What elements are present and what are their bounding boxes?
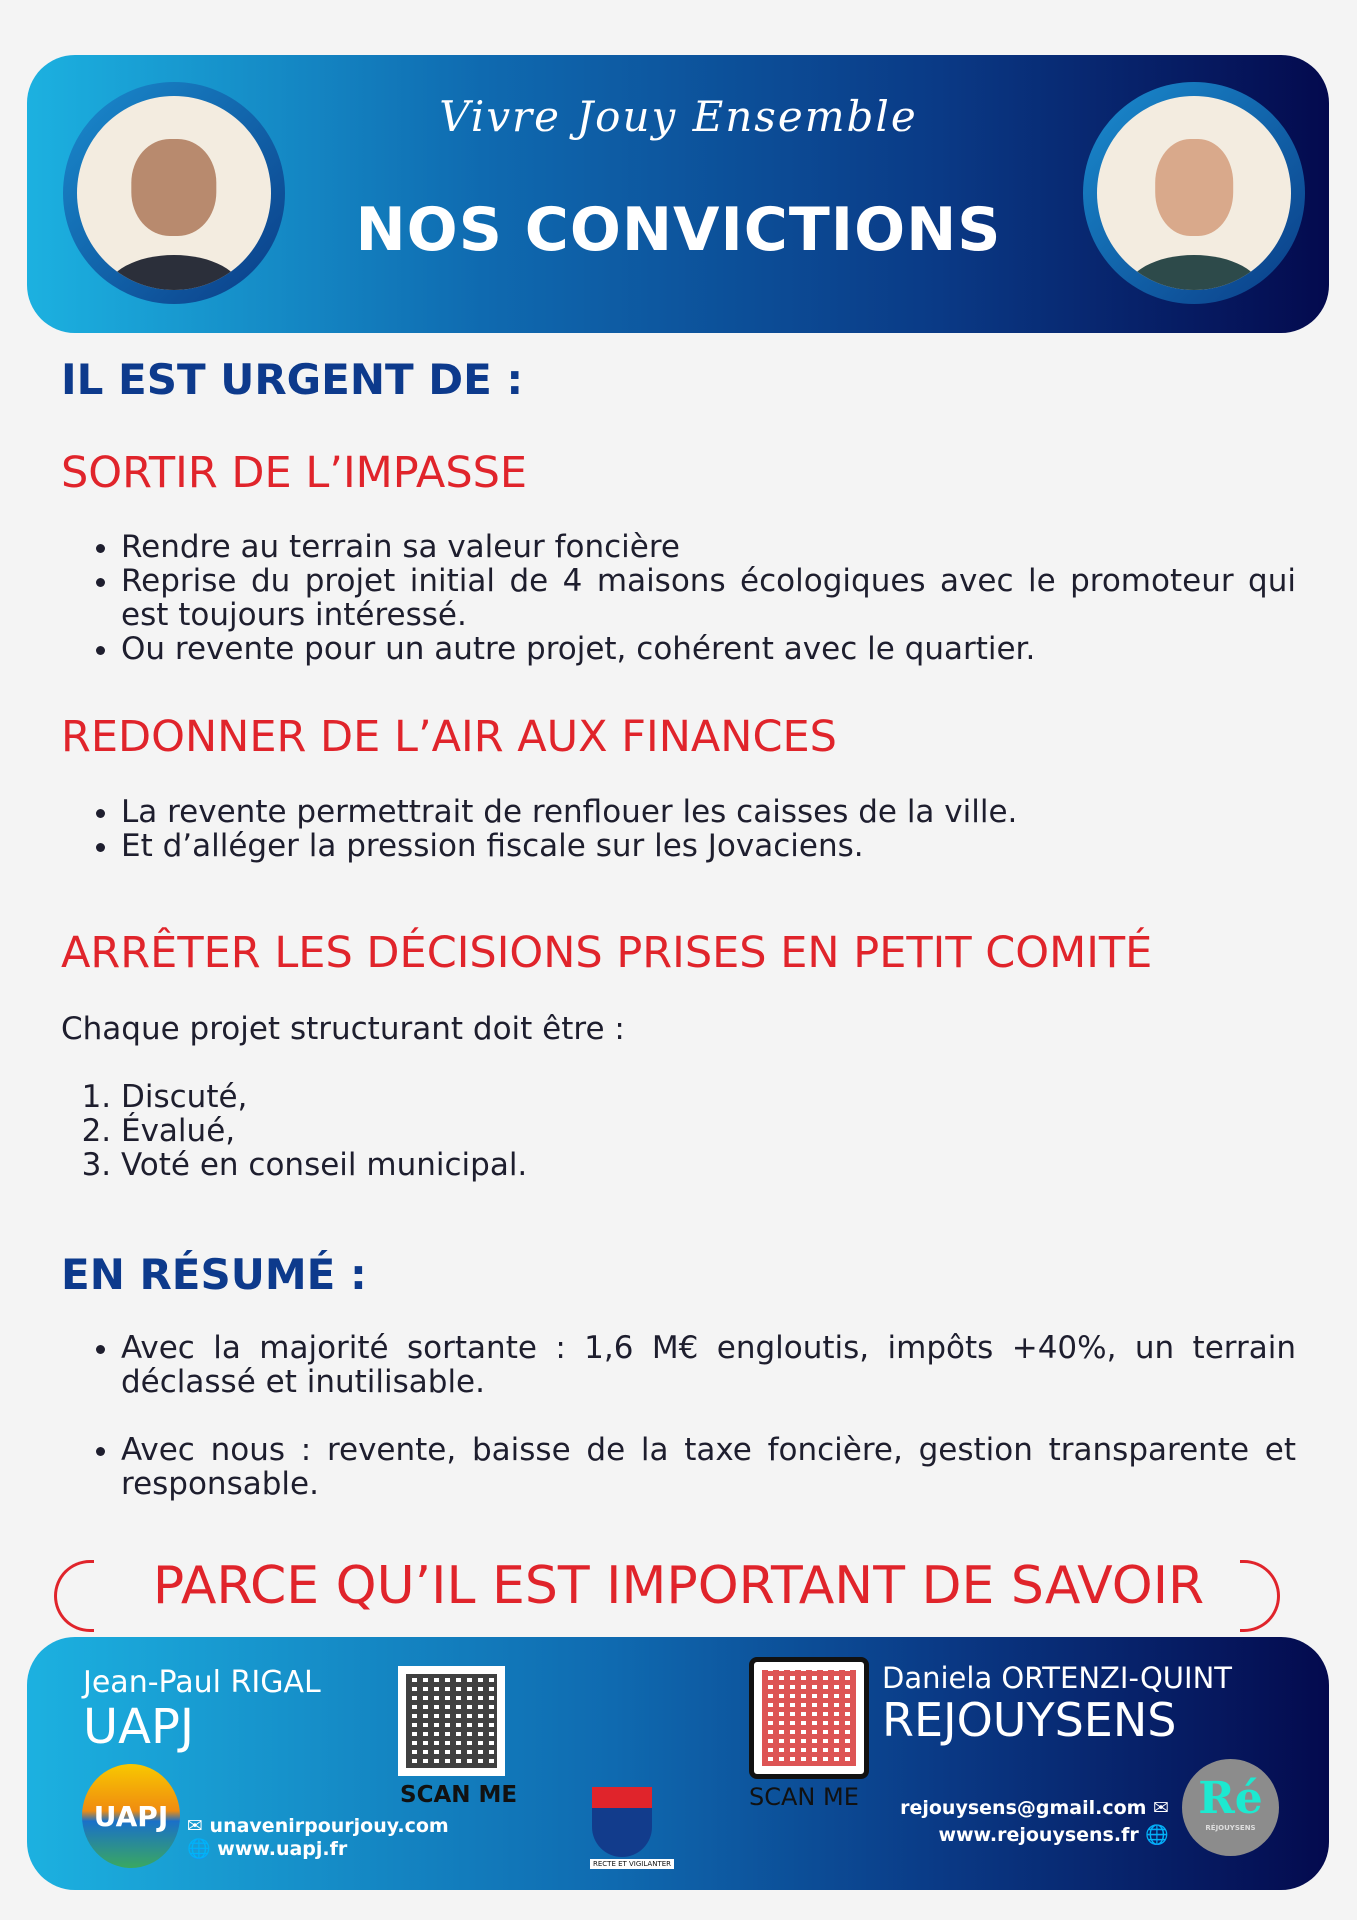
section-intro: Chaque projet structurant doit être : <box>61 1011 625 1047</box>
summary-bullets <box>61 1331 1296 1501</box>
uapj-logo <box>82 1764 180 1868</box>
section-title: ARRÊTER LES DÉCISIONS PRISES EN PETIT COMITÉ <box>61 928 1153 978</box>
qr-code-right[interactable] <box>749 1657 869 1779</box>
web-text: www.uapj.fr <box>217 1838 348 1860</box>
email-text: unavenirpourjouy.com <box>209 1815 449 1837</box>
left-candidate-name: Jean-Paul RIGAL <box>83 1665 321 1700</box>
section-title: SORTIR DE L’IMPASSE <box>61 448 528 498</box>
steps-list <box>61 1080 1296 1182</box>
list-item: • Avec la majorité sortante : 1,6 M€ engloutis, impôts +40%, un terrain déclassé et inutilisable. <box>121 1331 1296 1399</box>
crest-motto: RECTE ET VIGILANTER <box>590 1859 674 1869</box>
web-text: www.rejouysens.fr <box>938 1824 1139 1846</box>
list-item: 1. Discuté, <box>121 1080 1296 1114</box>
script-title: Vivre Jouy Ensemble <box>439 92 918 141</box>
list-item: • Avec nous : revente, baisse de la taxe foncière, gestion transparente et responsable. <box>121 1433 1296 1501</box>
right-email[interactable]: rejouysens@gmail.com ✉ <box>900 1797 1169 1819</box>
list-item: • La revente permettrait de renflouer les caisses de la ville. <box>121 795 1296 829</box>
section-title: REDONNER DE L’AIR AUX FINANCES <box>61 712 837 762</box>
list-item: 3. Voté en conseil municipal. <box>121 1148 1296 1182</box>
list-item: • Et d’alléger la pression fiscale sur les Jovaciens. <box>121 829 1296 863</box>
left-email[interactable]: ✉ unavenirpourjouy.com <box>187 1815 449 1837</box>
right-candidate-name: Daniela ORTENZI-QUINT <box>882 1661 1232 1695</box>
rejouysens-logo <box>1182 1759 1279 1856</box>
scan-me-label: SCAN ME <box>400 1782 518 1808</box>
page-title: NOS CONVICTIONS <box>355 195 1002 265</box>
email-text: rejouysens@gmail.com <box>900 1797 1147 1819</box>
section-bullets <box>61 530 1296 666</box>
footer-banner <box>27 1637 1329 1890</box>
qr-code-left[interactable] <box>398 1666 505 1776</box>
logo-text: Ré <box>1198 1773 1263 1824</box>
right-party: REJOUYSENS <box>882 1693 1177 1747</box>
left-party: UAPJ <box>83 1699 195 1755</box>
tagline: PARCE QU’IL EST IMPORTANT DE SAVOIR <box>152 1556 1205 1616</box>
logo-subtext: RÉJOUYSENS <box>1205 1824 1256 1832</box>
logo-text: UAPJ <box>93 1799 169 1833</box>
left-website[interactable]: 🌐 www.uapj.fr <box>187 1838 348 1860</box>
summary-heading: EN RÉSUMÉ : <box>61 1250 367 1299</box>
list-item: • Reprise du projet initial de 4 maisons écologiques avec le promoteur qui est toujours intéressé. <box>121 564 1296 632</box>
scan-me-label: SCAN ME <box>749 1783 859 1811</box>
list-item: 2. Évalué, <box>121 1114 1296 1148</box>
list-item: • Ou revente pour un autre projet, cohérent avec le quartier. <box>121 632 1296 666</box>
crest-icon <box>592 1787 652 1857</box>
urgent-heading: IL EST URGENT DE : <box>61 355 524 404</box>
section-bullets <box>61 795 1296 863</box>
right-website[interactable]: www.rejouysens.fr 🌐 <box>938 1824 1169 1846</box>
list-item: • Rendre au terrain sa valeur foncière <box>121 530 1296 564</box>
